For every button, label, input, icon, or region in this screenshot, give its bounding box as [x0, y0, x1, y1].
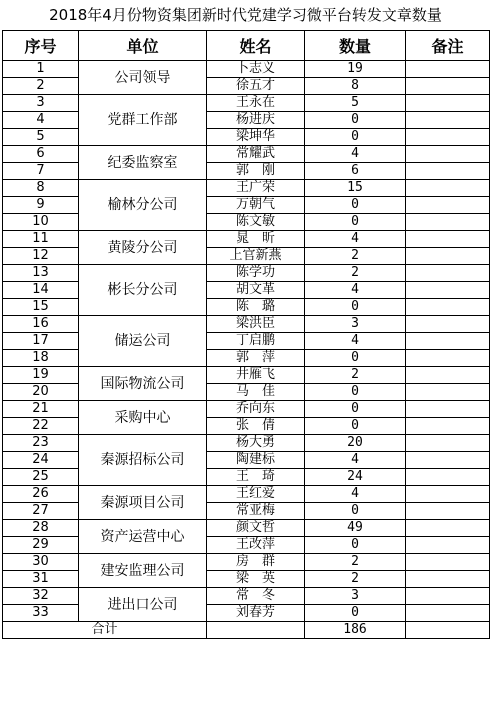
- row-count: 0: [305, 214, 406, 231]
- row-name: 张 倩: [207, 418, 305, 435]
- row-seq: 32: [3, 588, 79, 605]
- header-seq: 序号: [3, 31, 79, 61]
- table-row: [3, 520, 490, 537]
- row-seq: 12: [3, 248, 79, 265]
- total-name-empty: [207, 622, 305, 639]
- row-name: 胡文革: [207, 282, 305, 299]
- unit-cell: 采购中心: [79, 401, 207, 435]
- row-seq: 17: [3, 333, 79, 350]
- row-name: 陈学功: [207, 265, 305, 282]
- unit-cell: 进出口公司: [79, 588, 207, 622]
- unit-cell: 秦源项目公司: [79, 486, 207, 520]
- row-name: 王改萍: [207, 537, 305, 554]
- row-name: 王永在: [207, 95, 305, 112]
- table-row: [3, 486, 490, 503]
- row-seq: 29: [3, 537, 79, 554]
- row-note: [406, 265, 490, 282]
- header-row: [3, 31, 490, 61]
- row-count: 0: [305, 112, 406, 129]
- row-note: [406, 418, 490, 435]
- row-note: [406, 180, 490, 197]
- unit-cell: 建安监理公司: [79, 554, 207, 588]
- row-count: 0: [305, 350, 406, 367]
- row-name: 常耀武: [207, 146, 305, 163]
- table-row: [3, 197, 490, 214]
- row-name: 陶建标: [207, 452, 305, 469]
- row-name: 丁启鹏: [207, 333, 305, 350]
- row-name: 卜志义: [207, 61, 305, 78]
- row-count: 4: [305, 146, 406, 163]
- row-seq: 25: [3, 469, 79, 486]
- table-row: [3, 282, 490, 299]
- row-seq: 24: [3, 452, 79, 469]
- table-row: [3, 469, 490, 486]
- row-count: 4: [305, 282, 406, 299]
- row-seq: 4: [3, 112, 79, 129]
- row-name: 杨进庆: [207, 112, 305, 129]
- table-row: [3, 248, 490, 265]
- table-row: [3, 418, 490, 435]
- row-count: 5: [305, 95, 406, 112]
- table-row: [3, 112, 490, 129]
- row-note: [406, 333, 490, 350]
- row-note: [406, 214, 490, 231]
- table-row: [3, 333, 490, 350]
- table-row: [3, 78, 490, 95]
- row-note: [406, 316, 490, 333]
- row-name: 刘春芳: [207, 605, 305, 622]
- row-note: [406, 367, 490, 384]
- row-count: 24: [305, 469, 406, 486]
- table-row: [3, 129, 490, 146]
- row-seq: 5: [3, 129, 79, 146]
- unit-cell: 黄陵分公司: [79, 231, 207, 265]
- unit-cell: 国际物流公司: [79, 367, 207, 401]
- row-seq: 23: [3, 435, 79, 452]
- row-count: 6: [305, 163, 406, 180]
- row-seq: 27: [3, 503, 79, 520]
- row-seq: 6: [3, 146, 79, 163]
- row-note: [406, 231, 490, 248]
- row-count: 0: [305, 401, 406, 418]
- row-note: [406, 248, 490, 265]
- row-seq: 1: [3, 61, 79, 78]
- total-row: [3, 622, 490, 639]
- row-seq: 22: [3, 418, 79, 435]
- row-count: 0: [305, 299, 406, 316]
- row-count: 8: [305, 78, 406, 95]
- row-note: [406, 129, 490, 146]
- row-seq: 11: [3, 231, 79, 248]
- header-count: 数量: [305, 31, 406, 61]
- row-seq: 10: [3, 214, 79, 231]
- table-body: [3, 61, 490, 639]
- row-count: 2: [305, 367, 406, 384]
- row-count: 0: [305, 384, 406, 401]
- row-note: [406, 61, 490, 78]
- table-row: [3, 95, 490, 112]
- row-name: 杨大勇: [207, 435, 305, 452]
- row-note: [406, 163, 490, 180]
- row-seq: 14: [3, 282, 79, 299]
- row-name: 梁洪臣: [207, 316, 305, 333]
- table-row: [3, 265, 490, 282]
- row-name: 晁 昕: [207, 231, 305, 248]
- row-name: 乔向东: [207, 401, 305, 418]
- row-count: 2: [305, 248, 406, 265]
- row-count: 49: [305, 520, 406, 537]
- row-name: 梁 英: [207, 571, 305, 588]
- row-count: 4: [305, 333, 406, 350]
- row-note: [406, 452, 490, 469]
- row-name: 郭 萍: [207, 350, 305, 367]
- row-seq: 2: [3, 78, 79, 95]
- row-count: 4: [305, 452, 406, 469]
- row-count: 0: [305, 129, 406, 146]
- row-name: 常 冬: [207, 588, 305, 605]
- header-note: 备注: [406, 31, 490, 61]
- row-note: [406, 554, 490, 571]
- row-count: 2: [305, 571, 406, 588]
- row-count: 0: [305, 537, 406, 554]
- total-count: 186: [305, 622, 406, 639]
- row-name: 王红爱: [207, 486, 305, 503]
- table-row: [3, 537, 490, 554]
- row-seq: 26: [3, 486, 79, 503]
- row-name: 颜文哲: [207, 520, 305, 537]
- table-row: [3, 401, 490, 418]
- table-row: [3, 367, 490, 384]
- row-count: 0: [305, 605, 406, 622]
- row-name: 房 群: [207, 554, 305, 571]
- row-note: [406, 401, 490, 418]
- row-note: [406, 350, 490, 367]
- table-row: [3, 61, 490, 78]
- row-count: 4: [305, 486, 406, 503]
- row-name: 陈 璐: [207, 299, 305, 316]
- row-note: [406, 605, 490, 622]
- row-name: 郭 刚: [207, 163, 305, 180]
- row-name: 马 佳: [207, 384, 305, 401]
- row-seq: 3: [3, 95, 79, 112]
- table-row: [3, 180, 490, 197]
- row-count: 20: [305, 435, 406, 452]
- row-name: 王广荣: [207, 180, 305, 197]
- row-count: 2: [305, 265, 406, 282]
- article-count-table: [2, 30, 490, 639]
- table-row: [3, 554, 490, 571]
- row-name: 井雁飞: [207, 367, 305, 384]
- unit-cell: 资产运营中心: [79, 520, 207, 554]
- table-row: [3, 231, 490, 248]
- row-count: 3: [305, 316, 406, 333]
- table-row: [3, 214, 490, 231]
- row-note: [406, 197, 490, 214]
- row-count: 4: [305, 231, 406, 248]
- table-row: [3, 299, 490, 316]
- row-count: 19: [305, 61, 406, 78]
- row-count: 3: [305, 588, 406, 605]
- row-note: [406, 299, 490, 316]
- row-count: 0: [305, 418, 406, 435]
- table-row: [3, 350, 490, 367]
- row-seq: 15: [3, 299, 79, 316]
- table-row: [3, 503, 490, 520]
- row-seq: 33: [3, 605, 79, 622]
- unit-cell: 纪委监察室: [79, 146, 207, 180]
- unit-cell: 公司领导: [79, 61, 207, 95]
- row-seq: 13: [3, 265, 79, 282]
- row-seq: 7: [3, 163, 79, 180]
- table-row: [3, 163, 490, 180]
- row-name: 王 琦: [207, 469, 305, 486]
- row-note: [406, 503, 490, 520]
- table-row: [3, 435, 490, 452]
- row-name: 上官新燕: [207, 248, 305, 265]
- header-unit: 单位: [79, 31, 207, 61]
- row-note: [406, 537, 490, 554]
- header-name: 姓名: [207, 31, 305, 61]
- row-name: 万朝气: [207, 197, 305, 214]
- row-seq: 16: [3, 316, 79, 333]
- unit-cell: 秦源招标公司: [79, 435, 207, 486]
- row-count: 15: [305, 180, 406, 197]
- row-note: [406, 282, 490, 299]
- row-note: [406, 520, 490, 537]
- row-count: 0: [305, 503, 406, 520]
- row-seq: 8: [3, 180, 79, 197]
- row-seq: 19: [3, 367, 79, 384]
- table-row: [3, 146, 490, 163]
- row-seq: 28: [3, 520, 79, 537]
- row-note: [406, 486, 490, 503]
- row-note: [406, 384, 490, 401]
- table-row: [3, 571, 490, 588]
- row-name: 梁坤华: [207, 129, 305, 146]
- row-note: [406, 112, 490, 129]
- table-row: [3, 452, 490, 469]
- unit-cell: 储运公司: [79, 316, 207, 367]
- row-seq: 21: [3, 401, 79, 418]
- table-row: [3, 316, 490, 333]
- table-row: [3, 588, 490, 605]
- row-name: 陈文敏: [207, 214, 305, 231]
- total-note: [406, 622, 490, 639]
- document-title: 2018年4月份物资集团新时代党建学习微平台转发文章数量: [49, 6, 442, 24]
- row-note: [406, 435, 490, 452]
- row-note: [406, 78, 490, 95]
- row-seq: 30: [3, 554, 79, 571]
- total-label: 合计: [3, 622, 207, 639]
- row-count: 2: [305, 554, 406, 571]
- row-seq: 9: [3, 197, 79, 214]
- unit-cell: 彬长分公司: [79, 265, 207, 316]
- row-note: [406, 95, 490, 112]
- row-note: [406, 469, 490, 486]
- row-seq: 31: [3, 571, 79, 588]
- row-seq: 20: [3, 384, 79, 401]
- table-row: [3, 605, 490, 622]
- row-name: 常亚梅: [207, 503, 305, 520]
- unit-cell: 党群工作部: [79, 95, 207, 146]
- row-note: [406, 571, 490, 588]
- row-note: [406, 588, 490, 605]
- row-name: 徐五才: [207, 78, 305, 95]
- row-count: 0: [305, 197, 406, 214]
- table-row: [3, 384, 490, 401]
- row-note: [406, 146, 490, 163]
- row-seq: 18: [3, 350, 79, 367]
- unit-cell: 榆林分公司: [79, 180, 207, 231]
